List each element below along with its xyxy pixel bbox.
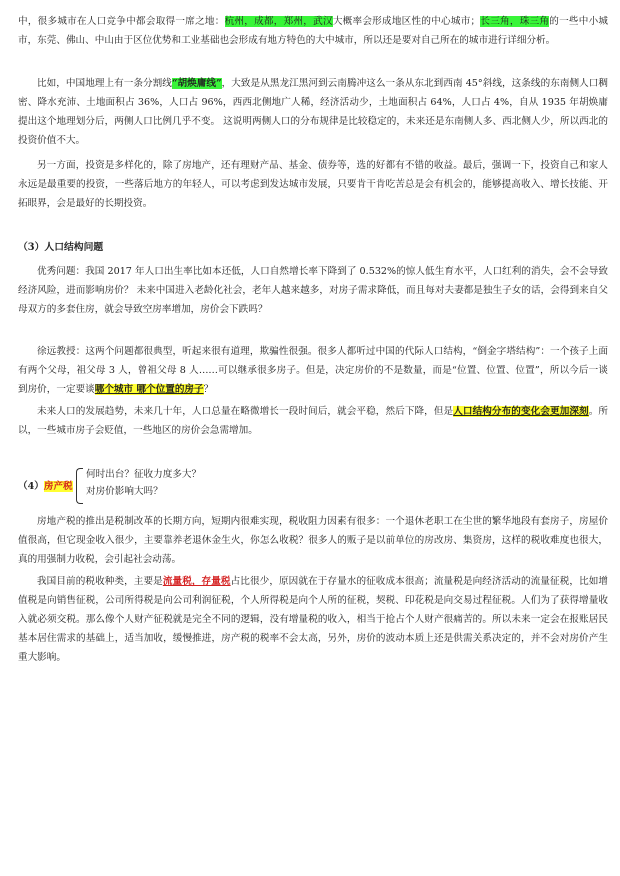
- text: ？: [203, 384, 214, 395]
- paragraph-hu-line: [18, 74, 608, 150]
- text: 占比很少，原因就在于存量水的征收成本很高；流量税是向经济活动的流量征税，比如增值税是向销售征税，公司所得税是向公司利润征税，个人所得税是向个人所的征税，契税、印花税是向交易过程征税。人们为了获得增量收入就必须交税。那么像个人财产征税就是完全不同的逻辑，没有增量税的收入，相当于抢占个人财产很痛苦的。所以未来一定会在报账居民基本居住需求的基础上，适当加收，缓慢推进，房产税的税率不会太高，另外，房价的波动本质上还是供需关系决定的，并不会对房价产生重大影响。: [18, 576, 609, 663]
- text: 。所以，一些城市房子会贬值，一些地区的房价会急需增加。: [18, 406, 609, 436]
- paragraph-question: 优秀问题：我国 2017 年人口出生率比如本还低，人口自然增长率下降到了 0.532%的惊人低生育水平，人口红利的消失，会不会导致经济风险，进而影响房价？ 未来中国进入老龄化社会，老年人越来越多，对房子需求降低，而且每对夫妻都是独生子女的话，会得到来自父母双方的多套住房，就会导致空房率增加，房价会下跌吗？: [18, 266, 608, 315]
- highlight-hu-line: “胡焕庸线”: [171, 78, 222, 89]
- text: 的一些中小城市，东莞、佛山、中山由于区位优势和工业基础也会形成有地方特色的大中城市，所以还是要对自己所在的城市进行详细分析。: [18, 16, 609, 46]
- section-heading-population-structure: （3）人口结构问题: [18, 242, 104, 253]
- text: 未来人口的发展趋势，未来几十年，人口总量在略微增长一段时间后，就会平稳，然后下降，但是: [37, 406, 454, 417]
- question-item: 对房价影响大吗？: [86, 486, 163, 497]
- highlight-regions: 长三角，珠三角: [480, 16, 550, 27]
- paragraph-investment: 另一方面，投资是多样化的，除了房地产，还有理财产品、基金、债券等，选的好都有不错的收益。最后，强调一下，投资自己和家人永远是最重要的投资，一些落后地方的年轻人，可以考虑到发达城市发展，只要肯干肯吃苦总是会有机会的，能够提高收入、增长技能、开拓眼界，会是最好的长期投资。: [18, 160, 608, 209]
- highlight-structure-change: 人口结构分布的变化会更加深刻: [453, 406, 589, 417]
- highlight-cities: 杭州，成都，郑州，武汉: [224, 16, 333, 27]
- text: 我国目前的税收种类，主要是: [37, 576, 163, 587]
- property-tax-tag: 房产税: [43, 481, 73, 492]
- text: ，大致是从黑龙江黑河到云南腾冲这么一条从东北到西南 45°斜线，这条线的东南侧人口稠密、降水充沛、土地面积占 36%，人口占 96%，西西北侧地广人稀，经济活动少，土地面积占 64%，人口占 4%，自从 1935 年胡焕庸提出这个地理划分后，两侧人口比例几乎不变。 这说明两侧人口的分布规律是比较稳定的，未来还是东南侧人多、西北侧人少，所以西北的投资价值不大。: [18, 78, 608, 146]
- text: 徐远教授：这两个问题都很典型，听起来很有道理，欺骗性很强。很多人都听过中国的代际人口结构，“倒金字塔结构”：一个孩子上面有两个父母，祖父母 3 人，曾祖父母 8 人……可以继承很多房子。但是，决定房价的不是数量，而是“位置、位置、位置”，所以今后一谈到房价，一定要谈: [18, 346, 608, 395]
- section-heading-property-tax: [18, 466, 318, 506]
- text: 中，很多城市在人口竞争中都会取得一席之地：: [18, 16, 225, 27]
- text: 大概率会形成地区性的中心城市；: [332, 16, 481, 27]
- paragraph-city-competition: [18, 12, 608, 50]
- paragraph-property-tax-difficulty: 房地产税的推出是税制改革的长期方向，短期内很难实现，税收阻力因素有很多：一个退休老职工在尘世的繁华地段有套房子，房屋价值很高，但它现金收入很少，主要靠养老退休金生火，你怎么收税？很多人的贩子是以前单位的房改房、集资房，这样的税收难度也很大，真的用强制力收税，会引起社会动荡。: [18, 516, 608, 565]
- paragraph-future-trend: [18, 402, 608, 440]
- brace-items: [86, 466, 201, 500]
- text: 比如，中国地理上有一条分割线: [37, 78, 172, 89]
- paragraph-professor-answer: [18, 342, 608, 399]
- paragraph-tax-types: [18, 572, 608, 667]
- property-tax-label: [18, 477, 73, 496]
- text: （4）: [18, 481, 44, 492]
- highlight-flow-stock-tax: 流量税，存量税: [162, 576, 231, 587]
- highlight-city-location: 哪个城市 哪个位置的房子: [94, 384, 204, 395]
- question-item: 何时出台？征收力度多大？: [86, 469, 202, 480]
- brace-icon: [76, 468, 83, 504]
